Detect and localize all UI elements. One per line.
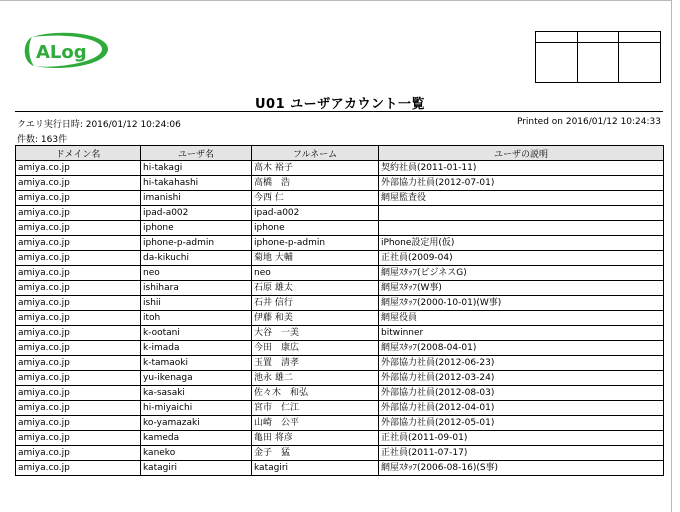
cell-description: iPhone設定用(仮) [379,236,664,251]
cell-username: ishii [141,296,252,311]
cell-username: hi-takagi [141,161,252,176]
page-border-top [0,0,672,1]
query-datetime: クエリ実行日時: 2016/01/12 10:24:06 [17,120,181,130]
cell-fullname: 宮市 仁江 [252,401,379,416]
cell-description: 正社員(2009-04) [379,251,664,266]
cell-fullname: iphone [252,221,379,236]
cell-description: 網屋ｽﾀｯﾌ(2000-10-01)(W事) [379,296,664,311]
stamp-cell [536,43,578,83]
cell-domain: amiya.co.jp [16,206,141,221]
cell-domain: amiya.co.jp [16,416,141,431]
cell-description: 外部協力社員(2012-08-03) [379,386,664,401]
cell-fullname: 今田 康広 [252,341,379,356]
cell-username: ka-sasaki [141,386,252,401]
cell-domain: amiya.co.jp [16,251,141,266]
cell-description: 外部協力社員(2012-03-24) [379,371,664,386]
cell-username: iphone [141,221,252,236]
table-row [16,311,664,326]
table-row [16,431,664,446]
cell-domain: amiya.co.jp [16,371,141,386]
cell-username: ishihara [141,281,252,296]
table-row [16,386,664,401]
table-row [16,416,664,431]
cell-description: bitwinner [379,326,664,341]
cell-domain: amiya.co.jp [16,266,141,281]
page-border-right [671,0,672,512]
stamp-cell [619,43,661,83]
cell-fullname: 池永 雄二 [252,371,379,386]
stamp-cell [536,32,578,43]
cell-description: 網屋監査役 [379,191,664,206]
table-row [16,401,664,416]
cell-fullname: katagiri [252,461,379,476]
table-row [16,191,664,206]
table-row [16,281,664,296]
record-count: 件数: 163件 [17,135,68,145]
table-row [16,341,664,356]
user-account-table [15,145,664,476]
table-row [16,206,664,221]
cell-domain: amiya.co.jp [16,356,141,371]
cell-fullname: 玉置 清孝 [252,356,379,371]
cell-fullname: 伊藤 和美 [252,311,379,326]
cell-fullname: 亀田 将彦 [252,431,379,446]
cell-domain: amiya.co.jp [16,386,141,401]
cell-fullname: 今西 仁 [252,191,379,206]
cell-description: 外部協力社員(2012-04-01) [379,401,664,416]
cell-username: hi-miyaichi [141,401,252,416]
cell-username: katagiri [141,461,252,476]
cell-fullname: 大谷 一美 [252,326,379,341]
cell-fullname: 石井 信行 [252,296,379,311]
cell-domain: amiya.co.jp [16,401,141,416]
cell-domain: amiya.co.jp [16,446,141,461]
cell-description: 網屋役員 [379,311,664,326]
cell-domain: amiya.co.jp [16,326,141,341]
cell-description: 網屋ｽﾀｯﾌ(2008-04-01) [379,341,664,356]
table-row [16,356,664,371]
title-rule [15,111,663,112]
table-row [16,446,664,461]
cell-domain: amiya.co.jp [16,161,141,176]
stamp-cell [577,43,619,83]
stamp-cell [577,32,619,43]
cell-domain: amiya.co.jp [16,191,141,206]
cell-fullname: 菊地 大輔 [252,251,379,266]
logo-text: ALog [36,42,87,63]
cell-description [379,221,664,236]
col-header-domain: ドメイン名 [16,146,141,161]
cell-description: 正社員(2011-07-17) [379,446,664,461]
cell-description: 網屋ｽﾀｯﾌ(W事) [379,281,664,296]
cell-fullname: 佐々木 和弘 [252,386,379,401]
cell-fullname: 金子 猛 [252,446,379,461]
cell-description: 契約社員(2011-01-11) [379,161,664,176]
cell-fullname: 石原 雄太 [252,281,379,296]
table-header-row [16,146,664,161]
table-row [16,236,664,251]
cell-fullname: neo [252,266,379,281]
cell-username: ko-yamazaki [141,416,252,431]
cell-fullname: 高橋 浩 [252,176,379,191]
cell-username: imanishi [141,191,252,206]
stamp-cell [619,32,661,43]
cell-username: ipad-a002 [141,206,252,221]
cell-username: iphone-p-admin [141,236,252,251]
cell-domain: amiya.co.jp [16,311,141,326]
approval-stamp-box [535,31,661,83]
cell-fullname: ipad-a002 [252,206,379,221]
table-body [16,161,664,476]
cell-domain: amiya.co.jp [16,221,141,236]
cell-fullname: 高木 裕子 [252,161,379,176]
printed-on: Printed on 2016/01/12 10:24:33 [516,117,661,127]
cell-description: 網屋ｽﾀｯﾌ(ビジネスG) [379,266,664,281]
col-header-fullname: フルネーム [252,146,379,161]
cell-description: 外部協力社員(2012-06-23) [379,356,664,371]
cell-domain: amiya.co.jp [16,176,141,191]
cell-domain: amiya.co.jp [16,236,141,251]
table-row [16,266,664,281]
cell-description [379,206,664,221]
cell-domain: amiya.co.jp [16,431,141,446]
col-header-description: ユーザの説明 [379,146,664,161]
cell-username: yu-ikenaga [141,371,252,386]
report-title: U01 ユーザアカウント一覧 [254,97,426,112]
col-header-username: ユーザ名 [141,146,252,161]
cell-username: kameda [141,431,252,446]
cell-username: hi-takahashi [141,176,252,191]
cell-domain: amiya.co.jp [16,341,141,356]
table-row [16,461,664,476]
cell-description: 正社員(2011-09-01) [379,431,664,446]
cell-username: k-ootani [141,326,252,341]
alog-logo [22,28,112,72]
table-row [16,251,664,266]
cell-username: da-kikuchi [141,251,252,266]
table-row [16,161,664,176]
cell-domain: amiya.co.jp [16,296,141,311]
cell-description: 外部協力社員(2012-05-01) [379,416,664,431]
cell-domain: amiya.co.jp [16,461,141,476]
table-row [16,371,664,386]
cell-fullname: 山崎 公平 [252,416,379,431]
table-row [16,176,664,191]
table-row [16,326,664,341]
cell-username: itoh [141,311,252,326]
cell-username: k-imada [141,341,252,356]
cell-domain: amiya.co.jp [16,281,141,296]
cell-description: 網屋ｽﾀｯﾌ(2006-08-16)(S事) [379,461,664,476]
cell-description: 外部協力社員(2012-07-01) [379,176,664,191]
cell-username: k-tamaoki [141,356,252,371]
table-row [16,296,664,311]
cell-fullname: iphone-p-admin [252,236,379,251]
table-row [16,221,664,236]
cell-username: kaneko [141,446,252,461]
cell-username: neo [141,266,252,281]
